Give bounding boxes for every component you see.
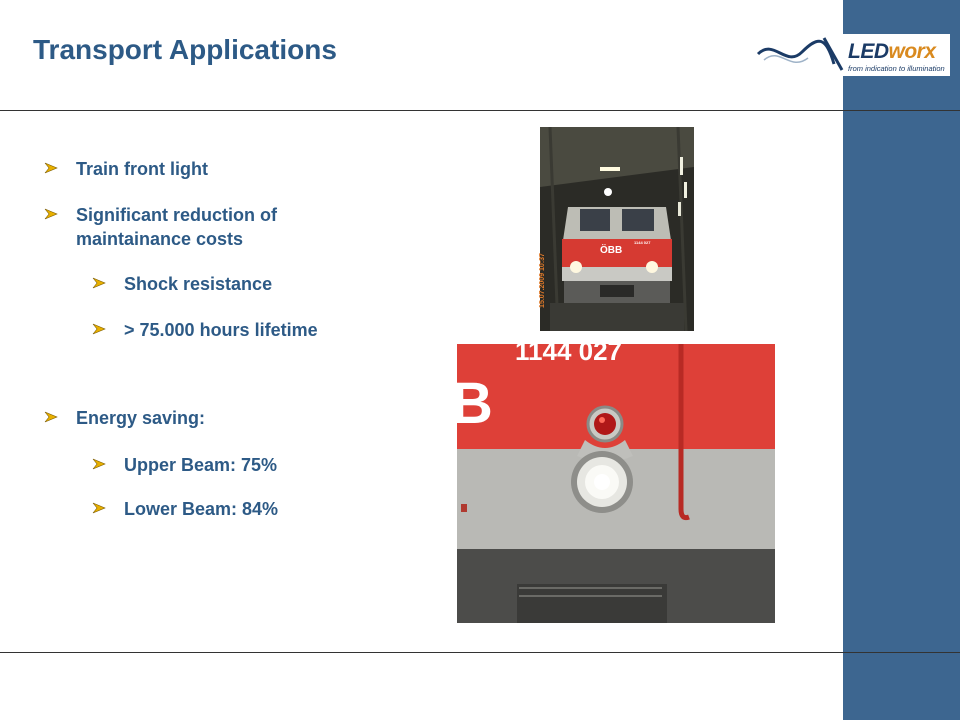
bullet-text: Shock resistance	[124, 274, 273, 294]
bullet-item	[92, 453, 277, 477]
bullet-arrow-icon	[44, 410, 58, 424]
bullet-arrow-icon	[92, 276, 106, 290]
closeup-operator-fragment: B	[451, 371, 493, 436]
bullet-arrow-icon	[92, 457, 106, 471]
logo-tagline: from indication to illumination	[848, 64, 945, 73]
bullet-text: Upper Beam: 75%	[124, 455, 278, 475]
logo-wordmark	[848, 40, 936, 64]
slide-title: Transport Applications	[33, 34, 337, 65]
closeup-number-label: 1144 027	[515, 336, 623, 366]
top-divider	[0, 110, 960, 111]
bullet-item	[92, 497, 278, 521]
bullet-arrow-icon	[44, 161, 58, 175]
bullet-item	[44, 406, 205, 430]
logo-wordmark-suffix: worx	[888, 40, 936, 63]
ledworx-logo	[756, 34, 950, 76]
bullet-item	[92, 272, 272, 296]
bullet-arrow-icon	[44, 207, 58, 221]
bullet-text: > 75.000 hours lifetime	[124, 320, 318, 340]
headlight-closeup-photo	[451, 336, 775, 623]
side-bar	[843, 0, 960, 720]
bullet-text: Train front light	[76, 159, 208, 179]
bullet-arrow-icon	[92, 501, 106, 515]
bullet-text: Significant reduction of maintainance costs	[76, 205, 277, 249]
locomotive-number-label: 1144 027	[634, 240, 651, 245]
bullet-item	[44, 157, 208, 181]
locomotive-photo	[540, 127, 694, 331]
bottom-divider	[0, 652, 960, 653]
logo-wordmark-prefix: LED	[848, 40, 889, 63]
bullet-item	[44, 203, 344, 251]
bullet-text: Lower Beam: 84%	[124, 499, 279, 519]
bullet-text: Energy saving:	[76, 408, 206, 428]
bullet-arrow-icon	[92, 322, 106, 336]
photo-date-stamp: 15.07.2009 10:37	[538, 253, 546, 308]
bullet-item	[92, 318, 318, 342]
locomotive-operator-label: ÖBB	[600, 245, 623, 256]
